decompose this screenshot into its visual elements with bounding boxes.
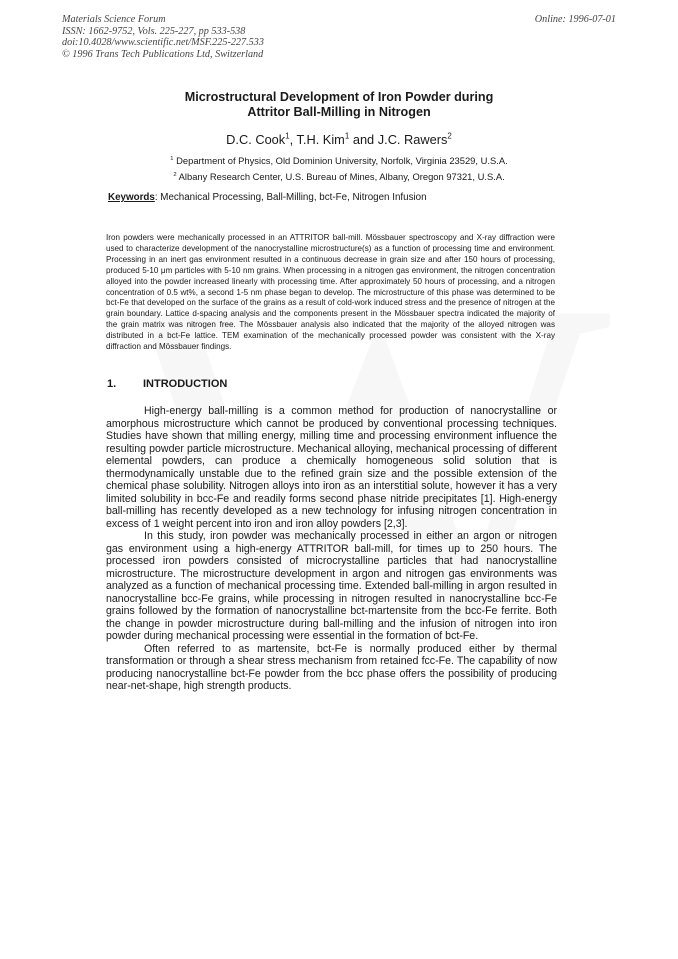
author-3: J.C. Rawers bbox=[377, 132, 448, 147]
section-title: INTRODUCTION bbox=[143, 378, 228, 390]
abstract: Iron powders were mechanically processed in an ATTRITOR ball-mill. Mössbauer spectroscopy and X-ray diffraction were used to characterize development of the nanocrystalline microstructure(s) as a function of processing time and environment. Processing in an inert gas environment resulted in a continuous decrease in grain size and after 150 hours of processing, produced 5-10 μm particles with 5-10 nm grains. When processing in a nitrogen gas environment, the nitrogen concentration alloyed into the powder increased linearly with processing time. After approximately 50 hours of processing, and a nitrogen concentration of 0.5 wt%, a second 1-5 nm phase began to develop. The microstructure of this phase was determined to be bct-Fe that developed on the surface of the grains as a result of cold-work induced stress and the presence of nitrogen at the grain boundary. Lattice d-spacing analysis and the components present in the Mössbauer spectra indicated the majority of the grain matrix was nitrogen free. The Mössbauer analysis also indicated that the majority of the alloyed nitrogen was distributed in a bct-Fe lattice. TEM examination of the mechanically processed powder was consistent with the X-ray diffraction and Mössbauer findings. bbox=[106, 233, 555, 352]
journal-name: Materials Science Forum bbox=[62, 14, 166, 25]
paragraph-3: Often referred to as martensite, bct-Fe is normally produced either by thermal transformation or through a shear stress mechanism from retained fcc-Fe. The capability of now producing nanocrystalline bct-Fe powder from the bcc phase offers the possibility of producing near-net-shape, high strength products. bbox=[106, 642, 557, 692]
doi-link[interactable]: doi:10.4028/www.scientific.net/MSF.225-227.533 bbox=[62, 37, 264, 48]
keywords-text: Mechanical Processing, Ball-Milling, bct-Fe, Nitrogen Infusion bbox=[160, 192, 427, 203]
author-list: D.C. Cook$^1$, T.H. Kim$^1$ and J.C. Rawers$^2$ bbox=[226, 131, 452, 147]
author-1: D.C. Cook bbox=[226, 132, 286, 147]
affiliation-1-text: Department of Physics, Old Dominion University, Norfolk, Virginia 23529, U.S.A. bbox=[176, 155, 508, 166]
affiliation-1 bbox=[0, 155, 678, 166]
issn-line: ISSN: 1662-9752, Vols. 225-227, pp 533-538 bbox=[62, 25, 246, 37]
author-1-affil-mark: 1 bbox=[285, 131, 290, 141]
body-text bbox=[106, 405, 557, 693]
copyright-line: © 1996 Trans Tech Publications Ltd, Switzerland bbox=[62, 48, 264, 60]
title-line-2: Attritor Ball-Milling in Nitrogen bbox=[247, 105, 431, 119]
section-number: 1. bbox=[107, 378, 117, 390]
affiliation-2 bbox=[0, 171, 678, 182]
affiliation-2-mark: 2 bbox=[173, 171, 177, 178]
affiliation-1-mark: 1 bbox=[170, 155, 174, 162]
online-date: Online: 1996-07-01 bbox=[534, 14, 616, 25]
paper-title bbox=[0, 90, 678, 120]
journal-header bbox=[62, 14, 264, 60]
title-line-1: Microstructural Development of Iron Powder during bbox=[184, 90, 494, 104]
keywords-line: Keywords: Mechanical Processing, Ball-Milling, bct-Fe, Nitrogen Infusion bbox=[108, 192, 427, 203]
affiliation-2-text: Albany Research Center, U.S. Bureau of Mines, Albany, Oregon 97321, U.S.A. bbox=[178, 171, 505, 182]
keywords-label: Keywords bbox=[108, 192, 155, 203]
author-3-affil-mark: 2 bbox=[447, 131, 452, 141]
author-2-affil-mark: 1 bbox=[344, 131, 350, 141]
paragraph-2: In this study, iron powder was mechanically processed in either an argon or nitrogen gas environment using a high-energy ATTRITOR ball-mill, for times up to 250 hours. The processed iron powders consisted of microcrystalline particles that had nanocrystalline microstructure. The microstructure development in argon and nitrogen gas environments was analyzed as a function of mechanical processing time. Extended ball-milling in argon resulted in nanocrystalline bcc-Fe grains, while processing in nitrogen resulted in nanocrystalline bcc-Fe grains followed by the formation of nanocrystalline bct-martensite from the bcc-Fe ferrite. Both the change in powder microstructure during ball-milling and the infusion of nitrogen into iron powder during mechanical processing were essential in the formation of bct-Fe. bbox=[106, 530, 557, 642]
paragraph-1: High-energy ball-milling is a common method for production of nanocrystalline or amorphous microstructure which cannot be produced by conventional processing techniques. Studies have shown that milling energy, milling time and processing environment influence the resulting powder particle microstructure. Mechanical alloying, mechanical processing of different elemental powders, can produce a chemically homogeneous solid solution that is thermodynamically unstable due to the refined grain size and the possible extension of the chemical phase solubility. Nitrogen alloys into iron as an interstitial solute, however it has a very limited solubility in bcc-Fe and readily forms second phase nitride precipitates [1]. High-energy ball-milling has recently developed as a new technology for infusing nitrogen concentration in excess of 1 weight percent into iron and iron alloy powders [2,3]. bbox=[106, 405, 557, 530]
section-heading bbox=[107, 378, 227, 390]
author-2: T.H. Kim bbox=[296, 132, 345, 147]
